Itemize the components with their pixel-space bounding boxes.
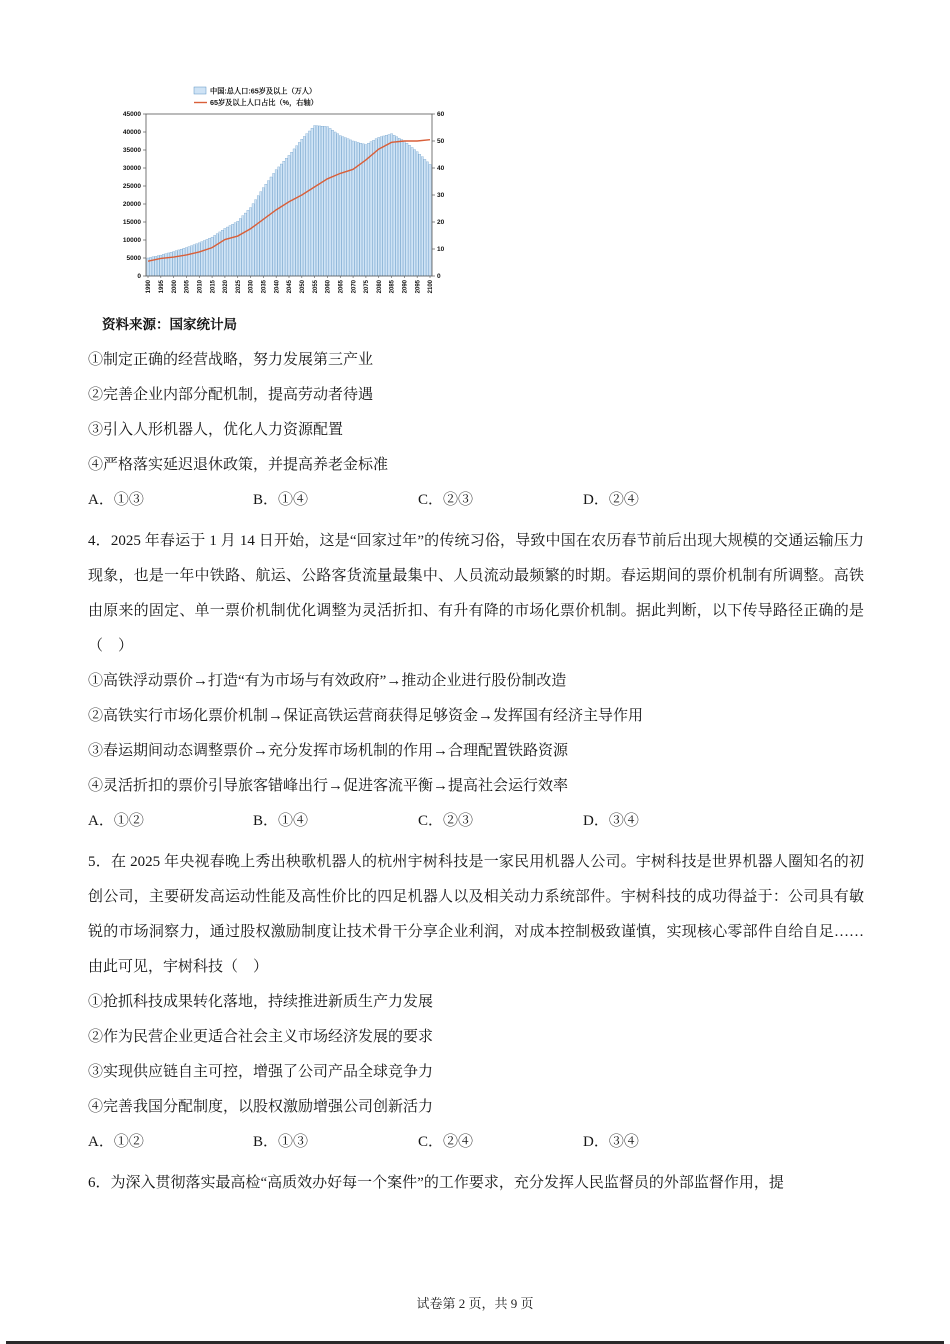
answer-choice-a: A．①②	[88, 1134, 144, 1150]
svg-text:2015: 2015	[210, 280, 217, 294]
svg-text:2085: 2085	[389, 280, 396, 294]
answer-choice-a: A．①③	[88, 492, 144, 508]
svg-text:40: 40	[437, 165, 445, 173]
q5-option-3: ③实现供应链自主可控，增强了公司产品全球竞争力	[88, 1064, 434, 1080]
svg-text:2025: 2025	[235, 280, 242, 294]
chart-source-label: 资料来源：国家统计局	[102, 317, 237, 332]
q4-option-1: ①高铁浮动票价→打造“有为市场与有效政府”→推动企业进行股份制改造	[88, 673, 567, 689]
q4-option-2: ②高铁实行市场化票价机制→保证高铁运营商获得足够资金→发挥国有经济主导作用	[88, 708, 644, 724]
svg-text:2070: 2070	[351, 280, 358, 294]
answer-choice-d: D．③④	[583, 1134, 639, 1150]
q5-option-2: ②作为民营企业更适合社会主义市场经济发展的要求	[88, 1029, 434, 1045]
svg-text:2010: 2010	[197, 280, 204, 294]
svg-text:2075: 2075	[364, 280, 371, 294]
q5-answer-row	[88, 1125, 864, 1160]
q3-option-2: ②完善企业内部分配机制，提高劳动者待遇	[88, 387, 374, 403]
svg-text:2055: 2055	[312, 280, 319, 294]
q5-option-4: ④完善我国分配制度，以股权激励增强公司创新活力	[88, 1099, 434, 1115]
svg-text:2095: 2095	[415, 280, 422, 294]
answer-choice-b: B．①③	[253, 1134, 309, 1150]
svg-text:10: 10	[437, 246, 445, 254]
page-footer: 试卷第 2 页，共 9 页	[416, 1296, 534, 1311]
svg-text:60: 60	[437, 111, 445, 119]
svg-text:2005: 2005	[184, 280, 191, 294]
svg-text:25000: 25000	[122, 183, 141, 191]
answer-choice-d: D．②④	[583, 492, 639, 508]
svg-text:2065: 2065	[338, 280, 345, 294]
svg-text:35000: 35000	[122, 147, 141, 155]
q4-option-3: ③春运期间动态调整票价→充分发挥市场机制的作用→合理配置铁路资源	[88, 743, 569, 759]
q4-stem: 4．2025 年春运于 1 月 14 日开始，这是“回家过年”的传统习俗，导致中国在农历春节前后出现大规模的交通运输压力现象，也是一年中铁路、航运、公路客货流量最集中、人员流动最频繁的时期。春运期间的票价机制有所调整。高铁由原来的固定、单一票价机制优化调整为灵活折扣、有升有降的市场化票价机制。据此判断，以下传导路径正确的是（ ）	[88, 533, 864, 654]
svg-text:2050: 2050	[300, 280, 307, 294]
svg-text:50: 50	[437, 138, 445, 146]
answer-choice-a: A．①②	[88, 813, 144, 829]
q6-stem: 6．为深入贯彻落实最高检“高质效办好每一个案件”的工作要求，充分发挥人民监督员的外部监督作用，提	[88, 1175, 784, 1191]
svg-text:10000: 10000	[122, 237, 141, 245]
svg-text:45000: 45000	[122, 111, 141, 119]
answer-choice-c: C．②③	[418, 813, 474, 829]
svg-text:15000: 15000	[122, 219, 141, 227]
population-combo-chart	[102, 84, 474, 310]
svg-text:40000: 40000	[122, 129, 141, 137]
q3-option-3: ③引入人形机器人，优化人力资源配置	[88, 422, 344, 438]
q5-stem: 5．在 2025 年央视春晚上秀出秧歌机器人的杭州宇树科技是一家民用机器人公司。宇树科技是世界机器人圈知名的初创公司，主要研发高运动性能及高性价比的四足机器人以及相关动力系统部件。宇树科技的成功得益于：公司具有敏锐的市场洞察力，通过股权激励制度让技术骨干分享企业利润，对成本控制极致谨慎，实现核心零部件自给自足……由此可见，宇树科技（ ）	[88, 854, 864, 975]
svg-text:0: 0	[137, 273, 141, 281]
svg-text:30: 30	[437, 192, 445, 200]
svg-text:30000: 30000	[122, 165, 141, 173]
answer-choice-b: B．①④	[253, 492, 309, 508]
svg-text:0: 0	[437, 273, 441, 281]
svg-text:2020: 2020	[223, 280, 230, 294]
q4-answer-row	[88, 804, 864, 839]
answer-choice-d: D．③④	[583, 813, 639, 829]
svg-text:20: 20	[437, 219, 445, 227]
svg-text:中国:总人口:65岁及以上（万人）: 中国:总人口:65岁及以上（万人）	[210, 86, 317, 96]
svg-text:2040: 2040	[274, 280, 281, 294]
q3-option-1: ①制定正确的经营战略，努力发展第三产业	[88, 352, 374, 368]
svg-text:5000: 5000	[126, 255, 141, 263]
answer-choice-c: C．②④	[418, 1134, 474, 1150]
answer-choice-c: C．②③	[418, 492, 474, 508]
q4-option-4: ④灵活折扣的票价引导旅客错峰出行→促进客流平衡→提高社会运行效率	[88, 778, 569, 794]
svg-text:2090: 2090	[402, 280, 409, 294]
svg-text:1990: 1990	[146, 280, 153, 294]
svg-text:20000: 20000	[122, 201, 141, 209]
svg-text:65岁及以上人口占比（%，右轴）: 65岁及以上人口占比（%，右轴）	[210, 98, 318, 107]
svg-text:2045: 2045	[287, 280, 294, 294]
q3-option-4: ④严格落实延迟退休政策，并提高养老金标准	[88, 457, 389, 473]
answer-choice-b: B．①④	[253, 813, 309, 829]
svg-text:2060: 2060	[325, 280, 332, 294]
page-content	[88, 84, 864, 1201]
q5-option-1: ①抢抓科技成果转化落地，持续推进新质生产力发展	[88, 994, 434, 1010]
svg-text:2100: 2100	[428, 280, 435, 294]
q3-answer-row	[88, 483, 864, 518]
svg-text:2035: 2035	[261, 280, 268, 294]
population-chart-block	[102, 84, 474, 333]
svg-text:2080: 2080	[376, 280, 383, 294]
svg-text:2030: 2030	[248, 280, 255, 294]
svg-text:2000: 2000	[171, 280, 178, 294]
svg-text:1995: 1995	[159, 280, 166, 294]
